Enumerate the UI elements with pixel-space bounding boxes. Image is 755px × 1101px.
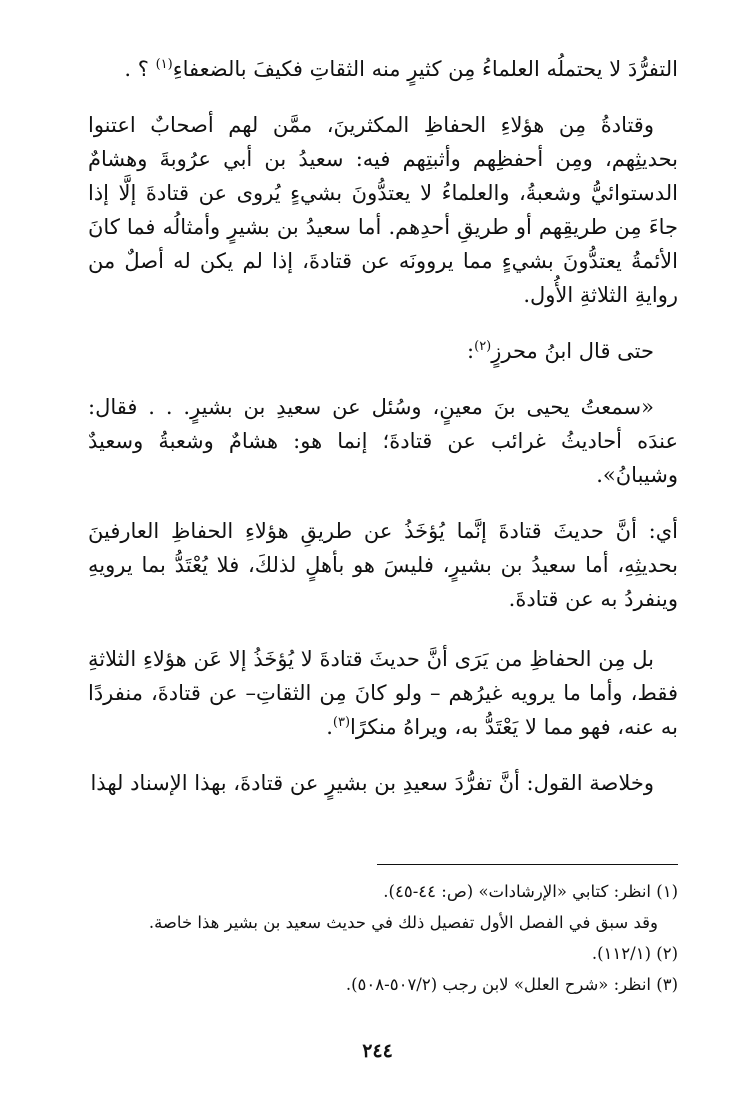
footnote-1-continuation: وقد سبق في الفصل الأول تفصيل ذلك في حديث سعيد بن بشير هذا خاصة. — [148, 913, 658, 932]
page-body — [88, 52, 678, 800]
footnote-1: (١) انظر: كتابي «الإرشادات» (ص: ٤٤-٤٥). — [383, 882, 678, 901]
paragraph-2: وقتادةُ مِن هؤلاءِ الحفاظِ المكثرينَ، ممَّن لهم أصحابٌ اعتنوا بحديثِهم، ومِن أحفظِهم وأثبتِهم فيه: سعيدُ بن أبي عرُوبةَ وهشامٌ الدستوائيُّ وشعبةُ، والعلماءُ لا يعتدُّونَ بشيءٍ يُروى عن قتادةَ إلَّا إذا جاءَ مِن طريقِهم أو طريقِ أحدِهم. أما سعيدُ بن بشيرٍ وأمثالُه فما كانَ الأئمةُ يعتدُّونَ بشيءٍ مما يروونَه عن قتادةَ، إذا لم يكن له أصلٌ من روايةِ الثلاثةِ الأُول. — [88, 113, 678, 307]
paragraph-1 — [88, 52, 678, 86]
paragraph-4-quote: «سمعتُ يحيى بنَ معينٍ، وسُئل عن سعيدِ بن بشيرٍ. . . فقال: عندَه أحاديثُ غرائب عن قتادةَ؛ إنما هو: هشامٌ وشعبةُ وسعيدٌ وشيبانُ». — [88, 395, 678, 487]
paragraph-3 — [88, 334, 678, 368]
paragraph-6-text: بل مِن الحفاظِ من يَرَى أنَّ حديثَ قتادةَ لا يُؤخَذُ إلا عَن هؤلاءِ الثلاثةِ فقط، وأما ما يرويه غيرُهم – ولو كانَ مِن الثقاتِ– عن قتادةَ، منفردًا به عنه، فهو مما لا يَعْتَدُّ به، ويراهُ منكرًا — [88, 647, 678, 739]
paragraph-6-end: . — [326, 715, 333, 739]
footnote-2: (٢) (١١٢/١). — [591, 944, 678, 963]
paragraph-5: أي: أنَّ حديثَ قتادةَ إنَّما يُؤخَذُ عن طريقِ هؤلاءِ الحفاظِ العارفينَ بحديثِهِ، أما سعيدُ بن بشيرٍ، فليسَ هو بأهلٍ لذلكَ، فلا يُعْتَدُّ بما يرويهِ وينفردُ به عن قتادةَ. — [88, 519, 678, 611]
footnote-separator — [377, 864, 678, 865]
footnote-ref-1: (١) — [155, 57, 173, 72]
paragraph-3-text: حتى قال ابنُ محرزٍ — [491, 339, 654, 363]
page-number: ٢٤٤ — [362, 1040, 393, 1062]
paragraph-7: وخلاصة القول: أنَّ تفرُّدَ سعيدِ بن بشيرٍ عن قتادةَ، بهذا الإسناد لهذا — [90, 771, 654, 795]
footnote-3: (٣) انظر: «شرح العلل» لابن رجب (٥٠٧/٢-٥٠٨). — [345, 975, 678, 994]
footnote-ref-3: (٣) — [332, 715, 351, 730]
footnote-ref-2: (٢) — [474, 339, 492, 354]
paragraph-6 — [88, 642, 678, 744]
paragraph-1-text: التفرُّدَ لا يحتملُه العلماءُ مِن كثيرٍ منه الثقاتِ فكيفَ بالضعفاءِ — [172, 57, 678, 81]
paragraph-3-end: : — [467, 339, 475, 363]
footnotes — [88, 876, 678, 1000]
paragraph-1-end: ؟ . — [124, 57, 156, 81]
